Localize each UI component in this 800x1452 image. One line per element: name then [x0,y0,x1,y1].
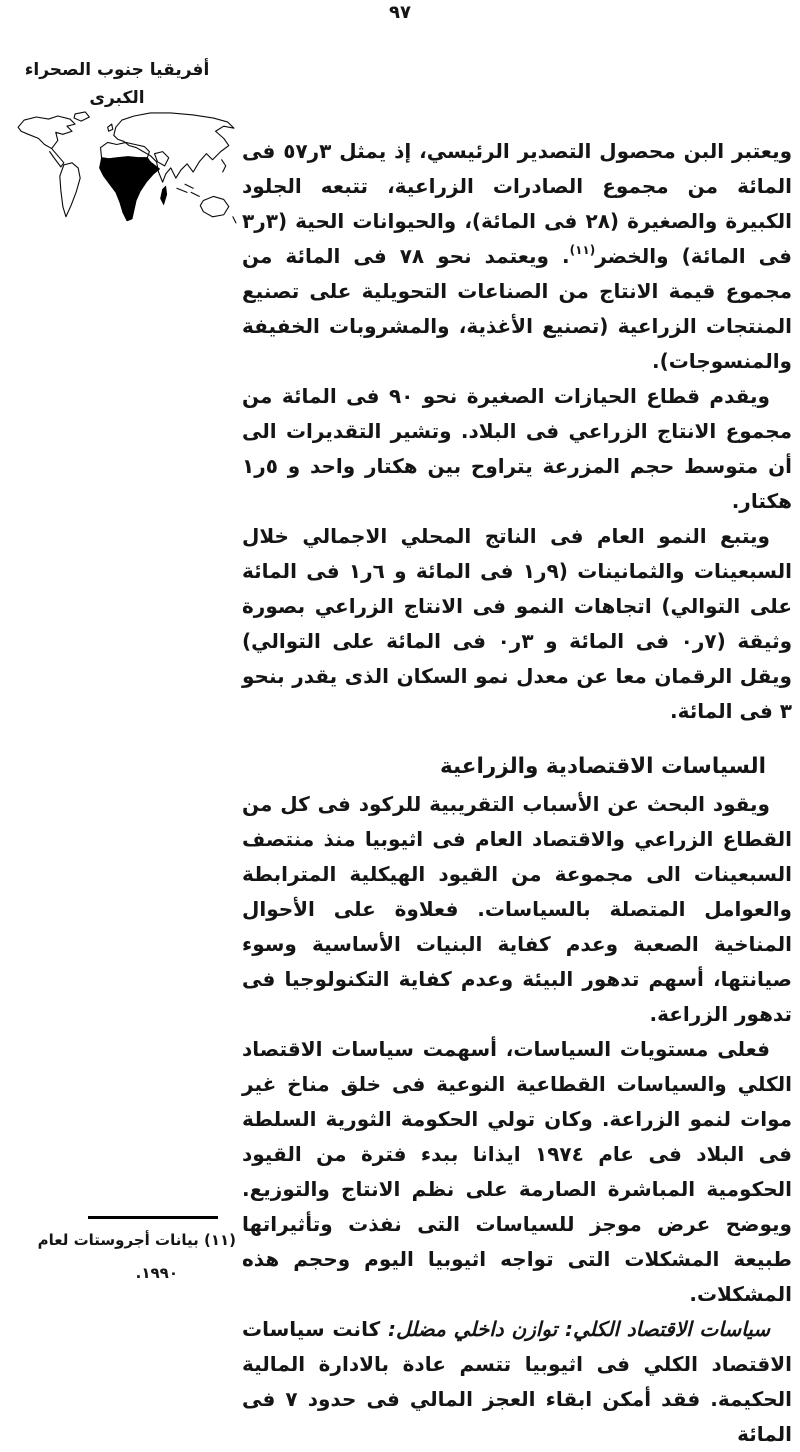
region-label-line1: أفريقيا جنوب الصحراء [24,60,210,80]
paragraph-macro-policies [242,1312,792,1452]
paragraph-text: ويعتبر البن محصول التصدير الرئيسي، إذ يمثل ٣ر٥٧ فى المائة من مجموع الصادرات الزراعية، تتبعه الجلود الكبيرة والصغيرة (٢٨ فى المائة)، والحيوانات الحية (٣ر٣ فى المائة) والخضر [242,139,793,268]
paragraph-text: . ويعتمد نحو ٧٨ فى المائة من مجموع قيمة الانتاج من الصناعات التحويلية على تصنيع المنتجات الزراعية (تصنيع الأغذية، والمشروبات الخفيفة والمنسوجات). [242,244,792,373]
footnote-ref-11: (١١) [569,243,596,257]
footnote-separator [88,1216,218,1219]
region-label [8,56,226,112]
paragraph-text: كانت سياسات الاقتصاد الكلي فى اثيوبيا تتسم عادة بالادارة المالية الحكيمة. فقد أمكن ابقاء العجز المالي فى حدود ٧ فى المائة [242,1317,792,1446]
region-label-line2: الكبرى [89,88,145,108]
paragraph-smallholders: ويقدم قطاع الحيازات الصغيرة نحو ٩٠ فى المائة من مجموع الانتاج الزراعي فى البلاد. وتشير التقديرات الى أن متوسط حجم المزرعة يتراوح بين هكتار واحد و ٥ر١ هكتار. [242,384,792,513]
paragraph-policy-levels: فعلى مستويات السياسات، أسهمت سياسات الاقتصاد الكلي والسياسات القطاعية النوعية فى خلق مناخ غير موات لنمو الزراعة. وكان تولي الحكومة الثورية السلطة فى البلاد فى عام ١٩٧٤ ايذانا ببدء فترة من القيود الحكومية المباشرة الصارمة على نظم الانتاج والتوزيع. ويوضح عرض موجز للسياسات التى نفذت وتأثيراتها طبيعة المشكلات التى تواجه اثيوبيا اليوم وحجم هذه المشكلات. [242,1037,792,1306]
run-in-heading-macro-policy: سياسات الاقتصاد الكلي: توازن داخلي مضلل: [387,1317,770,1341]
paragraph-gdp-growth: ويتبع النمو العام فى الناتج المحلي الاجمالي خلال السبعينات والثمانينات (٩ر١ فى المائة و ٦ر١ فى المائة على التوالي) اتجاهات النمو فى الانتاج الزراعي بصورة وثيقة (٧ر٠ فى المائة و ٣ر٠ فى المائة على التوالي) ويقل الرقمان معا عن معدل نمو السكان الذى يقدر بنحو ٣ فى المائة. [242,524,793,723]
world-map-subsaharan-africa-highlighted [14,110,240,236]
footnote-text: (١١) بيانات أجروستات لعام [37,1231,236,1249]
paragraph-exports [242,134,792,379]
article-body [242,134,792,1452]
paragraph-stagnation-causes: ويقود البحث عن الأسباب التقريبية للركود فى كل من القطاع الزراعي والاقتصاد العام فى اثيوبيا منذ منتصف السبعينات الى مجموعة من القيود الهيكلية المترابطة والعوامل المتصلة بالسياسات. فعلاوة على الأحوال المناخية الصعبة وعدم كفاية البنيات الأساسية وسوء صيانتها، أسهم تدهور البيئة وعدم كفاية التكنولوجيا فى تدهور الزراعة. [242,792,792,1026]
world-map-icon [14,110,240,236]
footnote-year: ١٩٩٠. [135,1264,178,1282]
page-number: ٩٧ [389,2,411,23]
section-heading-economic-agricultural-policies: السياسات الاقتصادية والزراعية [439,754,766,779]
footnote-block [0,1216,236,1290]
